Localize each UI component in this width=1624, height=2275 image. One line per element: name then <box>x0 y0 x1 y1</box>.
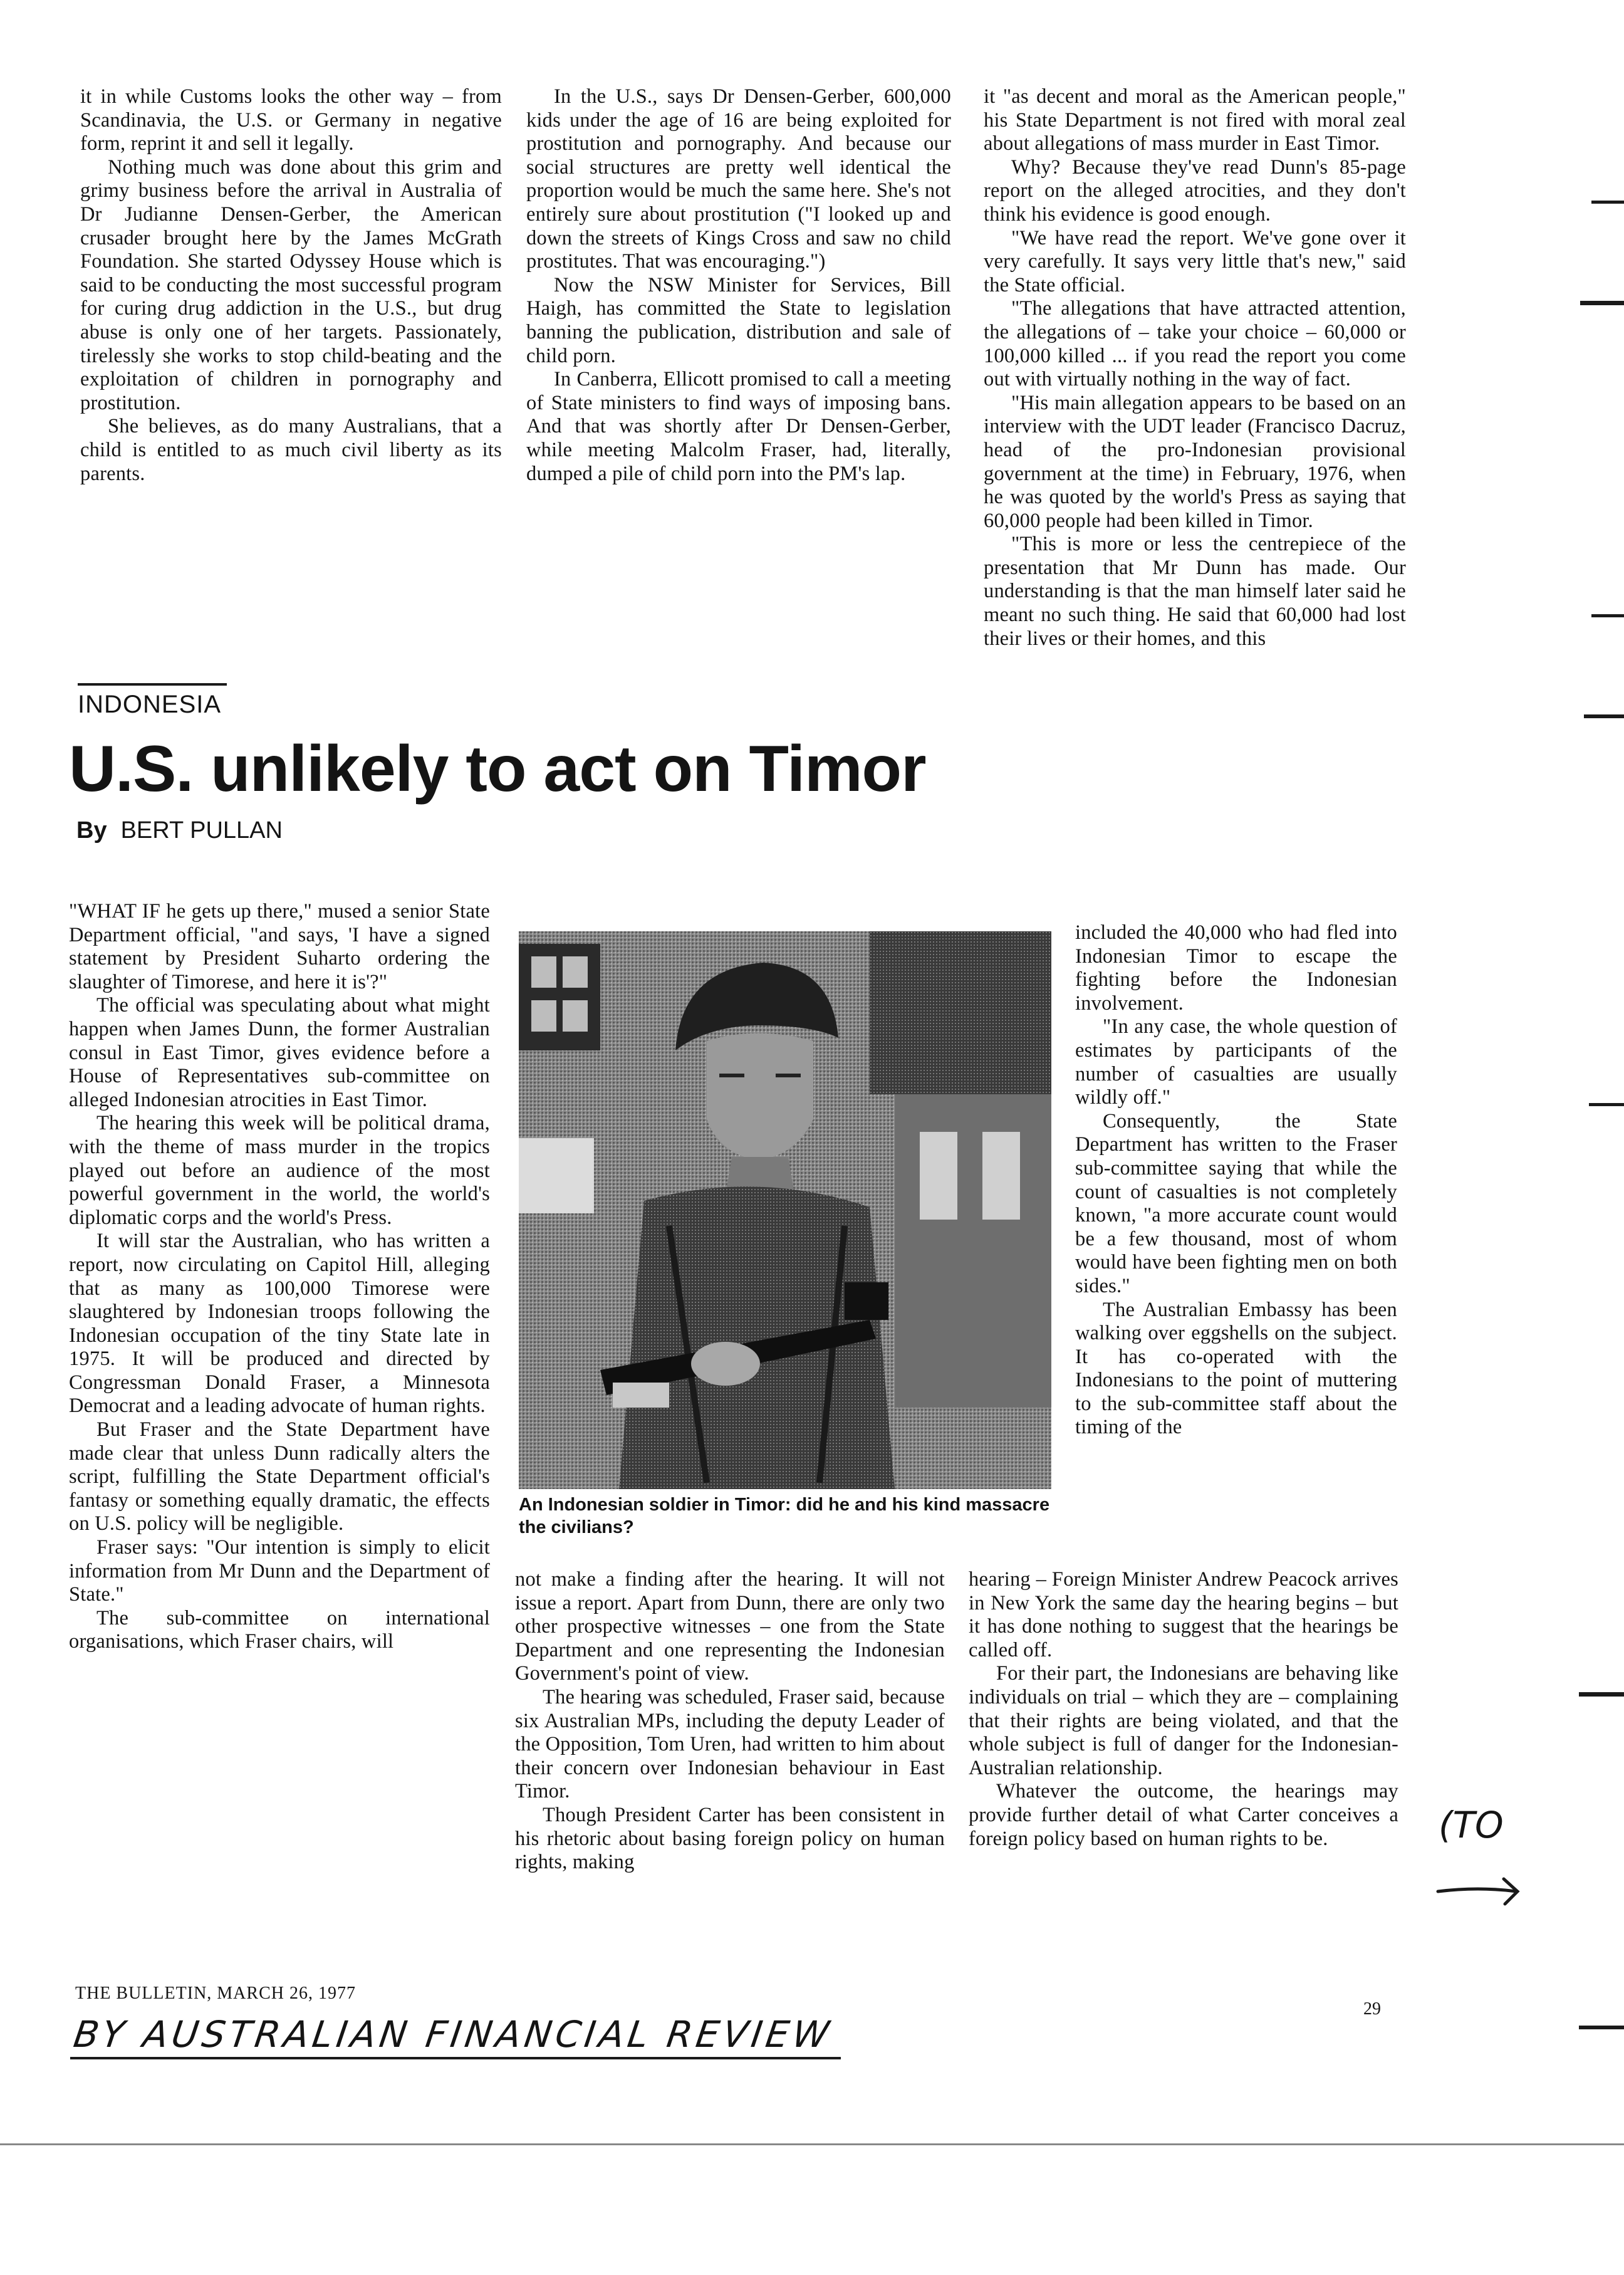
edge-artifact-5 <box>1589 1103 1624 1106</box>
left-para-1: "WHAT IF he gets up there," mused a senior State Department official, "and says, 'I have a signed statement by President Suharto ordering the slaughter of Timorese, and here it is'?" <box>69 900 490 993</box>
right-narrow-para-2: "In any case, the whole question of estimates by participants of the number of casualties are usually wildly off." <box>1075 1015 1397 1109</box>
continuation-arrow-icon <box>1435 1868 1522 1912</box>
page-number: 29 <box>1363 1999 1381 2019</box>
top-column-2 <box>526 85 951 486</box>
top-column-1 <box>80 85 502 486</box>
right-top-para-1: it "as decent and moral as the American people," his State Department is not fired with moral zeal about allegations of mass murder in East Timor. <box>984 85 1406 155</box>
right-column-bottom <box>969 1568 1398 1851</box>
left-para-4: It will star the Australian, who has written a report, now circulating on Capitol Hill, alleging that as many as 100,000 Timorese were slaughtered by Indonesian troops following the Indonesian occupation of the tiny State late in 1975. It will be produced and directed by Congressman Donald Fraser, a Minnesota Democrat and a leading advocate of human rights. <box>69 1230 490 1418</box>
article-left-column <box>69 900 490 1654</box>
right-top-para-4: "The allegations that have attracted attention, the allegations of – take your choice – 60,000 or 100,000 killed ... if you read the report you come out with virtually nothing in the way of fact. <box>984 297 1406 391</box>
soldier-photo <box>519 931 1051 1489</box>
edge-artifact-3 <box>1591 614 1624 617</box>
mid-para-1: not make a finding after the hearing. It will not issue a report. Apart from Dunn, there are only two other prospective witnesses – one from the State Department and one representing the Indonesian Government's point of view. <box>515 1568 945 1685</box>
byline <box>76 817 283 844</box>
right-narrow-para-1: included the 40,000 who had fled into Indonesian Timor to escape the fighting before the Indonesian involvement. <box>1075 921 1397 1015</box>
top-col2-para-1: In the U.S., says Dr Densen-Gerber, 600,000 kids under the age of 16 are being exploited for prostitution and pornography. And because our social structures are pretty well identical the proportion would be much the same here. She's not entirely sure about prostitution ("I looked up and down the streets of Kings Cross and saw no child prostitutes. That was encouraging.") <box>526 85 951 273</box>
right-column-top <box>984 85 1406 651</box>
mid-para-2: The hearing was scheduled, Fraser said, because six Australian MPs, including the deputy Leader of the Opposition, Tom Uren, had written to him about their concern over Indonesian behaviour in East Timor. <box>515 1685 945 1803</box>
headline: U.S. unlikely to act on Timor <box>69 733 926 805</box>
right-narrow-para-3: Consequently, the State Department has written to the Fraser sub-committee saying that while the count of casualties is not completely known, "a more accurate count would be a few thousand, most of whom would have been fighting men on both sides." <box>1075 1109 1397 1297</box>
edge-artifact-4 <box>1584 714 1624 718</box>
right-column-narrow <box>1075 921 1397 1440</box>
right-bottom-para-1: hearing – Foreign Minister Andrew Peacock arrives in New York the same day the hearing begins – but it has done nothing to suggest that the hearings be called off. <box>969 1568 1398 1661</box>
right-top-para-6: "This is more or less the centrepiece of the presentation that Mr Dunn has made. Our understanding is that the man himself later said he meant no such thing. He said that 60,000 had lost their lives or their homes, and this <box>984 533 1406 650</box>
section-label: INDONESIA <box>78 683 227 719</box>
right-top-para-5: "His main allegation appears to be based on an interview with the UDT leader (Francisco Dacruz, head of the pro-Indonesian provisional government at the time) in February, 1976, when he was quoted by the world's Press as saying that 60,000 people had been killed in Timor. <box>984 391 1406 532</box>
top-col1-para-2: Nothing much was done about this grim and grimy business before the arrival in Australia of Dr Judianne Densen-Gerber, the American crusader brought here by the James McGrath Foundation. She started Odyssey House which is said to be conducting the most successful program for curing drug addiction in the U.S., but drug abuse is only one of her targets. Passionately, tirelessly she works to stop child-beating and the exploitation of children in pornography and prostitution. <box>80 155 502 414</box>
page-bottom-rule <box>0 2143 1624 2145</box>
photo-caption: An Indonesian soldier in Timor: did he and his kind massacre the civilians? <box>519 1495 1050 1537</box>
top-col2-para-3: In Canberra, Ellicott promised to call a meeting of State ministers to find ways of imposing bans. And that was shortly after Dr Densen-Gerber, while meeting Malcolm Fraser, had, literally, dumped a pile of child porn into the PM's lap. <box>526 368 951 485</box>
handwritten-source-note: BY AUSTRALIAN FINANCIAL REVIEW <box>71 2013 836 2056</box>
publication-footer: THE BULLETIN, MARCH 26, 1977 <box>75 1984 356 2003</box>
handwritten-continuation-note: (TO <box>1439 1804 1504 1846</box>
left-para-3: The hearing this week will be political drama, with the theme of mass murder in the tropics played out before an audience of the most powerful government in the world, the world's diplomatic corps and the world's Press. <box>69 1112 490 1229</box>
left-para-5: But Fraser and the State Department have made clear that unless Dunn radically alters the script, fulfilling the State Department official's fantasy or something equally dramatic, the effects on U.S. policy will be negligible. <box>69 1418 490 1535</box>
article-mid-column <box>515 1568 945 1875</box>
mid-para-3: Though President Carter has been consistent in his rhetoric about basing foreign policy on human rights, making <box>515 1803 945 1874</box>
left-para-7: The sub-committee on international organisations, which Fraser chairs, will <box>69 1606 490 1653</box>
edge-artifact-6 <box>1579 1692 1624 1697</box>
edge-artifact-1 <box>1591 201 1624 204</box>
byline-author: BERT PULLAN <box>120 817 283 844</box>
top-col2-para-2: Now the NSW Minister for Services, Bill Haigh, has committed the State to legislation banning the publication, distribution and sale of child porn. <box>526 273 951 367</box>
top-col1-para-1: it in while Customs looks the other way – from Scandinavia, the U.S. or Germany in negative form, reprint it and sell it legally. <box>80 85 502 155</box>
right-bottom-para-2: For their part, the Indonesians are behaving like individuals on trial – which they are – complaining that their rights are being violated, and that the whole subject is full of danger for the Indonesian-Australian relationship. <box>969 1662 1398 1779</box>
handwritten-underline <box>70 2057 841 2059</box>
left-para-2: The official was speculating about what might happen when James Dunn, the former Australian consul in East Timor, gives evidence before a House of Representatives sub-committee on alleged Indonesian atrocities in East Timor. <box>69 994 490 1111</box>
top-col1-para-3: She believes, as do many Australians, that a child is entitled to as much civil liberty as its parents. <box>80 415 502 485</box>
edge-artifact-7 <box>1579 2026 1624 2029</box>
edge-artifact-2 <box>1580 301 1624 305</box>
right-top-para-3: "We have read the report. We've gone over it very carefully. It says very little that's new," said the State official. <box>984 226 1406 296</box>
right-narrow-para-4: The Australian Embassy has been walking over eggshells on the subject. It has co-operated with the Indonesians to the point of muttering to the sub-committee staff about the timing of the <box>1075 1298 1397 1439</box>
right-top-para-2: Why? Because they've read Dunn's 85-page report on the alleged atrocities, and they don't think his evidence is good enough. <box>984 155 1406 226</box>
left-para-6: Fraser says: "Our intention is simply to elicit information from Mr Dunn and the Department of State." <box>69 1536 490 1606</box>
byline-prefix: By <box>76 817 107 844</box>
right-bottom-para-3: Whatever the outcome, the hearings may provide further detail of what Carter conceives a foreign policy based on human rights to be. <box>969 1780 1398 1850</box>
